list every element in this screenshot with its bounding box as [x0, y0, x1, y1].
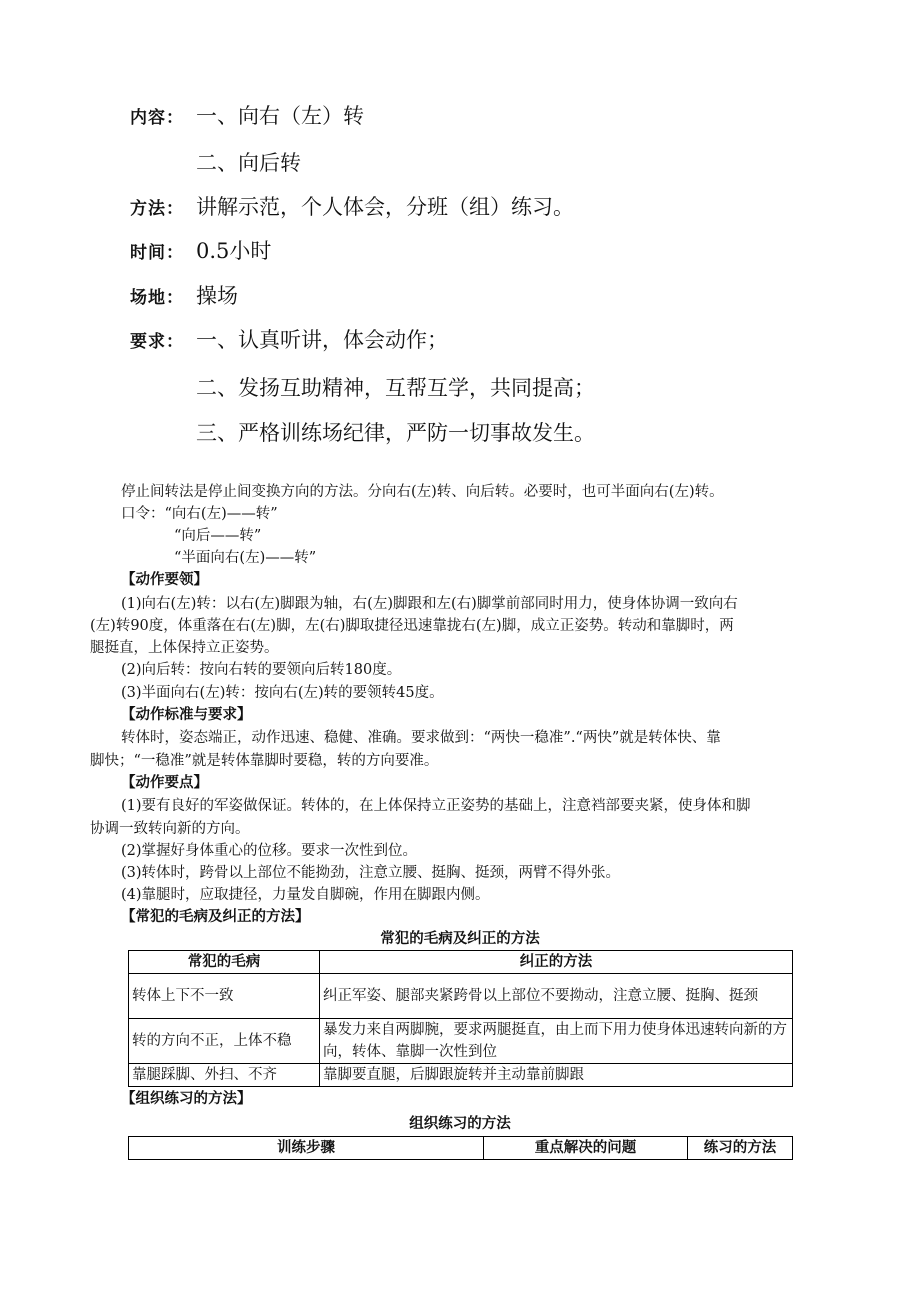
- requirement-1: 一、认真听讲，体会动作；: [196, 328, 448, 352]
- content-row: [130, 102, 364, 132]
- command-1: 口令：“向右(左)——转”: [121, 506, 278, 522]
- keypoints-line-5: (4)靠腿时，应取捷径，力量发自脚碗，作用在脚跟内侧。: [121, 887, 490, 903]
- content-item-2: 二、向后转: [196, 151, 301, 175]
- fix-cell: 靠脚要直腿，后脚跟旋转并主动靠前脚跟: [320, 1064, 793, 1087]
- errors-table-caption: 常犯的毛病及纠正的方法: [380, 931, 540, 947]
- content-item-1: 一、向右（左）转: [196, 104, 364, 128]
- keypoints-heading: 【动作要点】: [121, 775, 208, 791]
- practice-heading: 【组织练习的方法】: [121, 1091, 252, 1107]
- table-row: [129, 974, 793, 1019]
- errors-heading: 【常犯的毛病及纠正的方法】: [121, 909, 310, 925]
- practice-table-caption: 组织练习的方法: [409, 1116, 511, 1132]
- problem-cell: 转的方向不正，上体不稳: [129, 1019, 320, 1064]
- method-row: [130, 193, 574, 223]
- time-value: 0.5小时: [196, 239, 272, 263]
- venue-label: 场地：: [130, 288, 184, 308]
- table-header-row: [129, 1137, 793, 1160]
- errors-table: [128, 950, 793, 1087]
- method-value: 讲解示范，个人体会，分班（组）练习。: [196, 195, 574, 219]
- command-3: “半面向右(左)——转”: [174, 550, 317, 566]
- method-label: 方法：: [130, 199, 184, 219]
- standards-heading: 【动作标准与要求】: [121, 707, 252, 723]
- practice-col-method: 练习的方法: [688, 1137, 793, 1160]
- table-row: [129, 1064, 793, 1087]
- essentials-line-3: 腿挺直，上体保持立正姿势。: [90, 640, 279, 656]
- table-row: [129, 1019, 793, 1064]
- practice-table: [128, 1136, 793, 1160]
- fix-cell: 暴发力来自两脚腕，要求两腿挺直，由上而下用力使身体迅速转向新的方向，转体、靠脚一次性到位: [320, 1019, 793, 1064]
- problem-cell: 靠腿踩脚、外扫、不齐: [129, 1064, 320, 1087]
- essentials-line-5: (3)半面向右(左)转：按向右(左)转的要领转45度。: [121, 685, 444, 701]
- requirement-2: 二、发扬互助精神，互帮互学，共同提高；: [196, 376, 595, 400]
- requirement-row: [130, 326, 448, 356]
- essentials-heading: 【动作要领】: [121, 572, 208, 588]
- essentials-line-1: (1)向右(左)转：以右(左)脚跟为轴，右(左)脚跟和左(右)脚掌前部同时用力，使身体协调一致向右: [121, 596, 738, 612]
- keypoints-line-1: (1)要有良好的军姿做保证。转体的，在上体保持立正姿势的基础上，注意裆部要夹紧，使身体和脚: [121, 798, 751, 814]
- keypoints-line-3: (2)掌握好身体重心的位移。要求一次性到位。: [121, 843, 418, 859]
- venue-value: 操场: [196, 284, 238, 308]
- errors-col-fix: 纠正的方法: [320, 951, 793, 974]
- problem-cell: 转体上下不一致: [129, 974, 320, 1019]
- keypoints-line-2: 协调一致转向新的方向。: [90, 821, 250, 837]
- practice-col-focus: 重点解决的问题: [484, 1137, 688, 1160]
- table-header-row: [129, 951, 793, 974]
- keypoints-line-4: (3)转体时，跨骨以上部位不能拗劲，注意立腰、挺胸、挺颈，两臂不得外张。: [121, 865, 621, 881]
- command-2: “向后——转”: [174, 528, 262, 544]
- essentials-line-2: (左)转90度，体重落在右(左)脚，左(右)脚取捷径迅速靠拢右(左)脚，成立正姿势。转动和靠脚时，两: [90, 618, 734, 634]
- intro-paragraph: 停止间转法是停止间变换方向的方法。分向右(左)转、向后转。必要时，也可半面向右(左)转。: [121, 484, 724, 500]
- time-row: [130, 237, 271, 267]
- time-label: 时间：: [130, 243, 184, 263]
- fix-cell: 纠正军姿、腿部夹紧跨骨以上部位不要拗动，注意立腰、挺胸、挺颈: [320, 974, 793, 1019]
- standards-line-1: 转体时，姿态端正，动作迅速、稳健、准确。要求做到：“两快一稳准”.“两快”就是转体快、靠: [121, 730, 721, 746]
- requirement-label: 要求：: [130, 332, 184, 352]
- content-label: 内容：: [130, 108, 184, 128]
- requirement-3: 三、严格训练场纪律，严防一切事故发生。: [196, 421, 595, 445]
- venue-row: [130, 282, 238, 312]
- standards-line-2: 脚快；“一稳准”就是转体靠脚时要稳，转的方向要准。: [90, 753, 439, 769]
- errors-col-problem: 常犯的毛病: [129, 951, 320, 974]
- practice-col-steps: 训练步骤: [129, 1137, 484, 1160]
- essentials-line-4: (2)向后转：按向右转的要领向后转180度。: [121, 662, 402, 678]
